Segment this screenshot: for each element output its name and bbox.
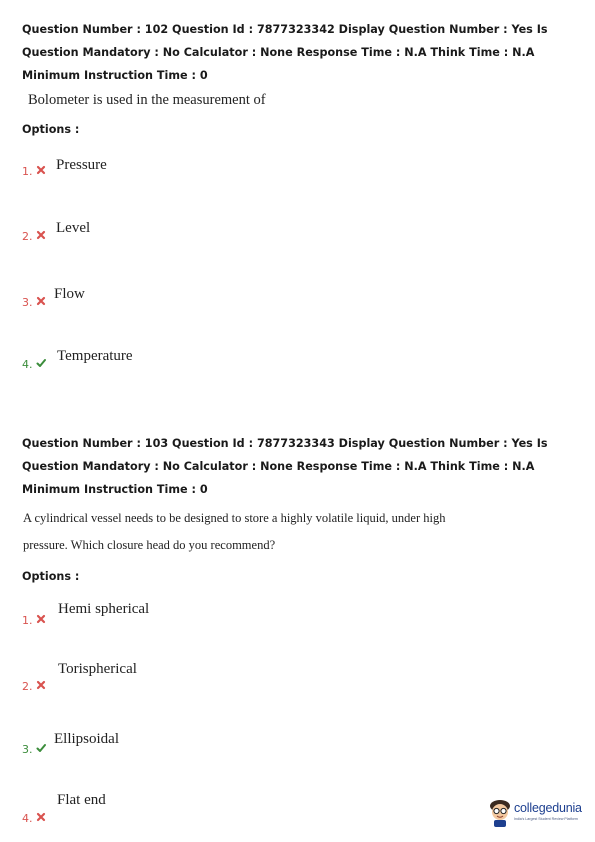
option-text: Ellipsoidal: [54, 731, 119, 747]
option-number: 3.: [22, 743, 33, 756]
check-icon: [36, 358, 46, 368]
logo-name: collegedunia: [514, 801, 582, 815]
option-number: 4.: [22, 358, 33, 371]
option-text: Flat end: [57, 792, 106, 808]
logo-tagline: India's Largest Student Review Platform: [514, 817, 578, 821]
option-number: 3.: [22, 296, 33, 309]
cross-icon: [36, 680, 46, 690]
option-text: Level: [56, 220, 91, 236]
option-number: 2.: [22, 230, 33, 243]
option-number: 4.: [22, 812, 33, 825]
collegedunia-logo: [488, 798, 588, 830]
cross-icon: [36, 165, 46, 175]
check-icon: [36, 743, 46, 753]
option-text: Torispherical: [58, 661, 137, 677]
option-number: 1.: [22, 614, 33, 627]
question-text: Bolometer is used in the measurement of: [28, 92, 266, 108]
option-text: Flow: [54, 286, 85, 302]
question-text-line-2: pressure. Which closure head do you recommend?: [23, 538, 276, 552]
cross-icon: [36, 614, 46, 624]
question-text-line-1: A cylindrical vessel needs to be designed to store a highly volatile liquid, under high: [23, 511, 446, 525]
option-text: Hemi spherical: [58, 601, 150, 617]
option-number: 1.: [22, 165, 33, 178]
cross-icon: [36, 296, 46, 306]
question-meta: Question Number : 103 Question Id : 7877323343 Display Question Number : Yes Is Question Mandatory : No Calculator : None Response Time : N.A Think Time : N.A Minimum Instruction Time : 0: [22, 437, 548, 496]
options-label: Options :: [22, 570, 80, 583]
cross-icon: [36, 812, 46, 822]
mascot-icon: [488, 798, 512, 828]
cross-icon: [36, 230, 46, 240]
option-text: Temperature: [57, 348, 133, 364]
option-number: 2.: [22, 680, 33, 693]
option-text: Pressure: [56, 157, 107, 173]
question-meta: Question Number : 102 Question Id : 7877323342 Display Question Number : Yes Is Question Mandatory : No Calculator : None Response Time : N.A Think Time : N.A Minimum Instruction Time : 0: [22, 23, 548, 82]
options-label: Options :: [22, 123, 80, 136]
